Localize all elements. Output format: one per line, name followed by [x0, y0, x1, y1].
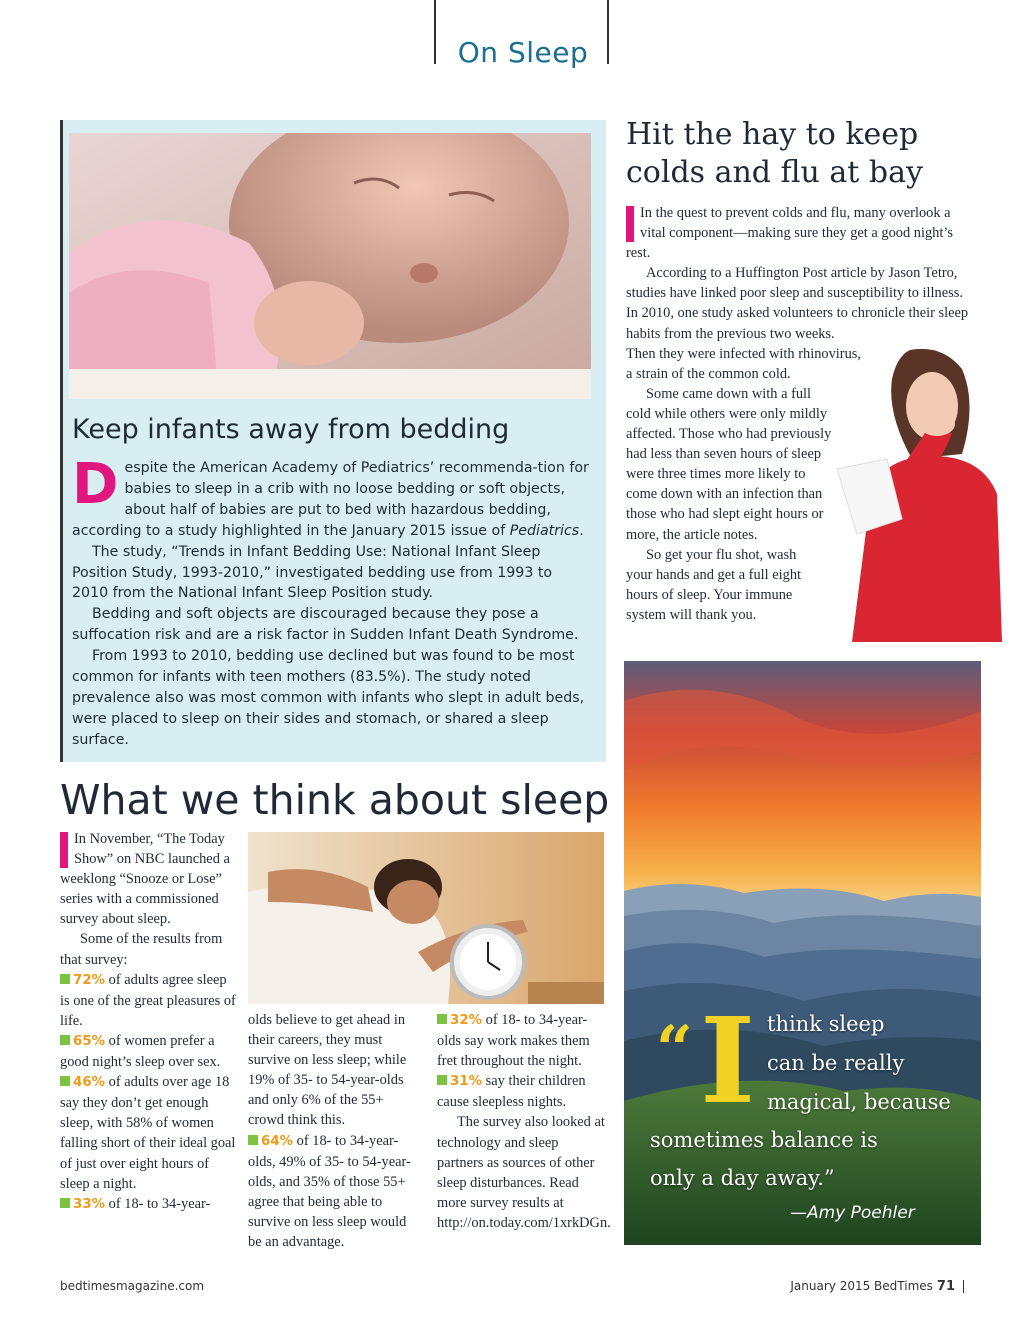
hay-paragraph-2b: Then they were infected with rhinovirus, a strain of the common cold.	[626, 345, 861, 382]
section-title: On Sleep	[457, 36, 589, 69]
stat-1	[60, 970, 236, 1031]
hay-p1-text: In the quest to prevent colds and flu, many overlook a vital component—making sure they get a good night’s rest.	[626, 205, 953, 262]
stat-3	[60, 1072, 236, 1194]
infant-paragraph-4: From 1993 to 2010, bedding use declined but was found to be most common for infants with teen mothers (83.5%). The study noted prevalence also was most common with infants who slept in adult beds, were placed to sleep on their sides and stomach, or shared a sleep surface.	[72, 648, 585, 748]
bullet-square-icon	[248, 1135, 258, 1145]
stat-3-text: of adults over age 18 say they don’t get enough sleep, with 58% of women falling short of their ideal goal of just over eight hours of sleep a night.	[60, 1074, 236, 1192]
stat-5-percent: 64%	[261, 1133, 294, 1149]
stat-4-percent: 33%	[73, 1196, 106, 1212]
quote-mark: “	[656, 1012, 693, 1087]
journal-name: Pediatrics	[509, 522, 580, 539]
footer-website: bedtimesmagazine.com	[60, 1279, 205, 1293]
header-rule-right	[607, 0, 609, 64]
stat-6-text: of 18- to 34-year-olds say work makes them fret throughout the night.	[437, 1012, 590, 1070]
dropcap-letter: D	[72, 452, 119, 517]
footer-issue-text: January 2015 BedTimes	[790, 1279, 933, 1293]
survey-column-1	[60, 829, 236, 1215]
stat-4	[60, 1194, 236, 1215]
stat-1-percent: 72%	[73, 972, 106, 988]
survey-intro-text: In November, “The Today Show” on NBC launched a weeklong “Snooze or Lose” series with a commissioned survey about sleep.	[60, 831, 230, 928]
hay-paragraph-1	[626, 203, 976, 263]
mountain-sunset-photo	[624, 661, 981, 1245]
hay-paragraph-4: So get your flu shot, wash your hands and get a full eight hours of sleep. Your immune system will thank you.	[626, 546, 802, 623]
infant-article-title: Keep infants away from bedding	[72, 414, 510, 445]
stat-5	[248, 1131, 423, 1253]
quote-line-3: magical, because	[767, 1090, 951, 1114]
hay-article-title: Hit the hay to keep colds and flu at bay	[626, 117, 923, 190]
stat-4-continued: olds believe to get ahead in their careers, they must survive on less sleep; while 19% of 35- to 54-year-olds and only 6% of the 55+ crowd think this.	[248, 1012, 407, 1129]
quote-attribution: —Amy Poehler	[790, 1203, 915, 1223]
stat-2-text: of women prefer a good night’s sleep over sex.	[60, 1032, 221, 1071]
header-rule-left	[434, 0, 436, 64]
bullet-square-icon	[60, 1198, 70, 1208]
stat-7-text: say their children cause sleepless nights.	[437, 1073, 586, 1111]
quote-initial-letter: I	[700, 991, 756, 1130]
survey-closing: The survey also looked at technology and sleep partners as sources of other sleep disturbances. Read more survey results at http://on.today.com/1xrkDGn.	[437, 1114, 611, 1231]
quote-line-4: sometimes balance is	[650, 1128, 878, 1152]
bullet-square-icon	[60, 974, 70, 984]
page-number: 71	[936, 1279, 955, 1294]
stat-5-text: of 18- to 34-year-olds, 49% of 35- to 54-year-olds, and 35% of those 55+ agree that being able to survive on less sleep would be an advantage.	[248, 1132, 411, 1251]
survey-column-3	[437, 1010, 611, 1233]
woman-sneezing-photo	[832, 344, 1002, 642]
quote-line-2: can be really	[767, 1051, 905, 1075]
box-rule	[60, 120, 63, 762]
stat-4-text: of 18- to 34-year-	[105, 1195, 211, 1212]
quote-line-1: think sleep	[767, 1012, 885, 1036]
infant-paragraph-2: The study, “Trends in Infant Bedding Use: National Infant Sleep Position Study, 1993-2010,” investigated bedding use from 1993 to 2010 from the National Infant Sleep Position study.	[72, 543, 553, 602]
infant-p1-text: espite the American Academy of Pediatrics’ recommenda-tion for babies to sleep in a crib with no loose bedding or soft objects, about half of babies are put to bed with hazardous bedding, according to a study highlighted in the January 2015 issue of	[72, 460, 589, 539]
stat-1-text: of adults agree sleep is one of the great pleasures of life.	[60, 971, 236, 1029]
dropcap-bar	[60, 832, 68, 868]
stat-2-percent: 65%	[73, 1033, 106, 1049]
stat-6-percent: 32%	[450, 1013, 483, 1028]
hay-paragraph-3: Some came down with a full cold while others were only mildly affected. Those who had previously had less than seven hours of sleep were three times more likely to come down with an infection than those who had slept eight hours or more, the article notes.	[626, 385, 832, 543]
stat-7-percent: 31%	[450, 1074, 483, 1090]
stat-2	[60, 1031, 236, 1072]
bullet-square-icon	[437, 1075, 447, 1085]
infant-article-body	[72, 452, 590, 751]
alarm-clock-photo	[248, 832, 604, 1004]
infant-paragraph-1	[72, 452, 590, 542]
infant-p1-end: .	[579, 522, 584, 539]
bullet-square-icon	[437, 1014, 447, 1024]
sleeping-baby-photo	[69, 133, 591, 399]
dropcap-bar	[626, 206, 634, 242]
survey-article-title: What we think about sleep	[60, 776, 610, 824]
survey-intro-2: Some of the results from that survey:	[60, 931, 223, 968]
hay-paragraph-2: According to a Huffington Post article by Jason Tetro, studies have linked poor sleep and susceptibility to illness. In 2010, one study asked volunteers to chronicle their sleep habits from the previous two weeks.	[626, 265, 969, 342]
bullet-square-icon	[60, 1035, 70, 1045]
stat-6	[437, 1010, 607, 1071]
infant-article-box	[60, 120, 606, 762]
survey-intro	[60, 829, 236, 929]
footer-issue	[790, 1279, 964, 1294]
footer-rule	[963, 1280, 964, 1293]
survey-column-2	[248, 1010, 423, 1252]
stat-7	[437, 1071, 607, 1112]
infant-paragraph-3: Bedding and soft objects are discouraged because they pose a suffocation risk and are a risk factor in Sudden Infant Death Syndrome.	[72, 606, 579, 644]
stat-3-percent: 46%	[73, 1075, 106, 1091]
bullet-square-icon	[60, 1076, 70, 1086]
quote-line-5: only a day away.”	[650, 1166, 835, 1190]
